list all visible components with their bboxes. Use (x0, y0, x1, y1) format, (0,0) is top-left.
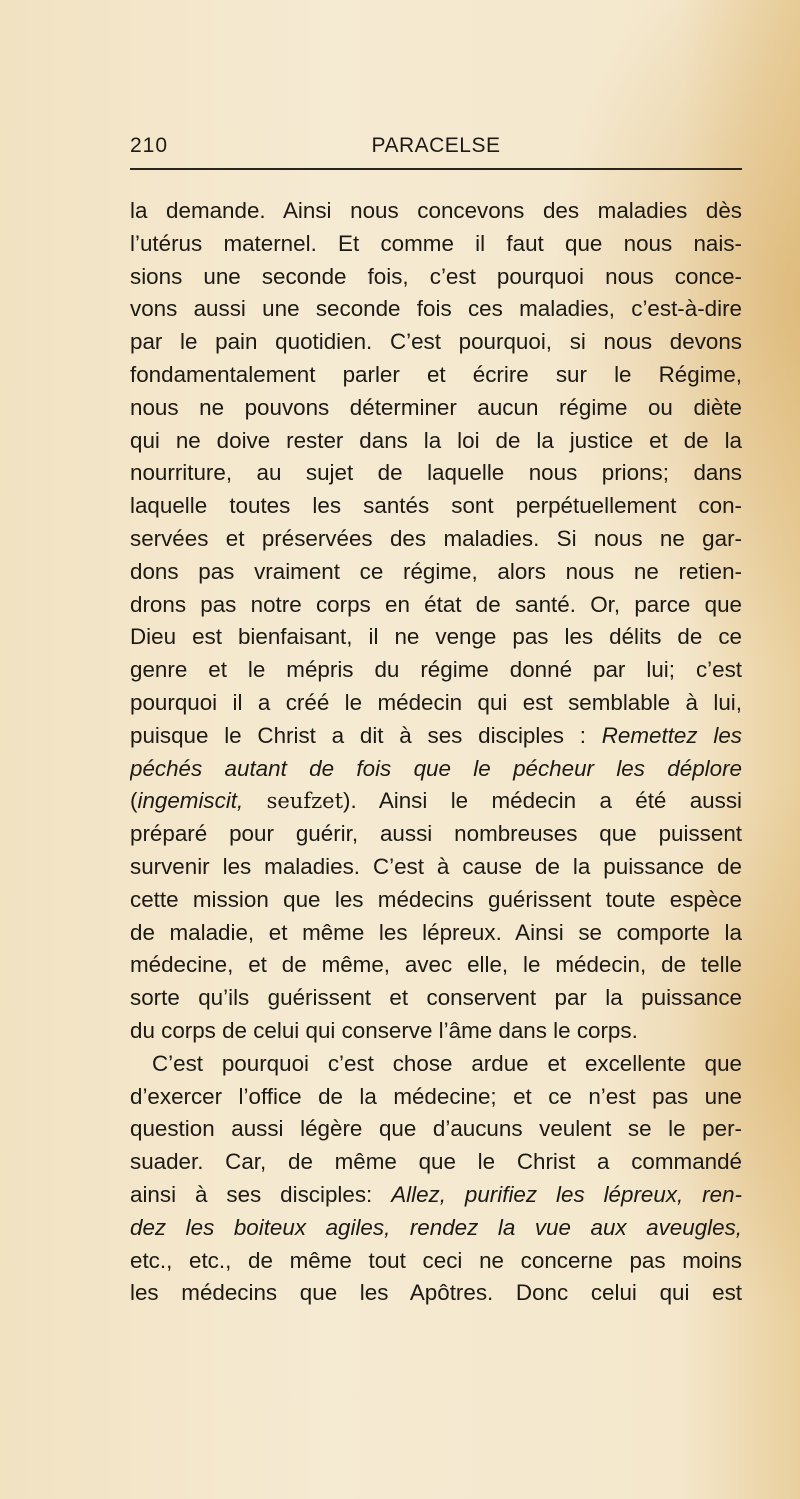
italic-quote: Remettez les (601, 722, 742, 748)
text-fragment: ( (130, 788, 138, 814)
paragraph-start-line: C’est pourquoi c’est chose ardue et excellente que (152, 1050, 742, 1076)
text-line: l’utérus maternel. Et comme il faut que nous nais- (130, 230, 742, 256)
text-line: par le pain quotidien. C’est pourquoi, si nous devons (130, 329, 742, 355)
text-line: sions une seconde fois, c’est pourquoi nous conce- (130, 263, 742, 289)
text-line: médecine, et de même, avec elle, le médecin, de telle (130, 952, 742, 978)
text-line: sorte qu’ils guérissent et conservent par la puissance (130, 985, 742, 1011)
text-fragment: ). Ainsi le médecin a été aussi (343, 788, 742, 814)
text-line: la demande. Ainsi nous concevons des maladies dès (130, 198, 742, 223)
german-term: seufzet (266, 789, 344, 814)
text-line: etc., etc., de même tout ceci ne concerne pas moins (130, 1247, 742, 1273)
text-line (130, 785, 742, 818)
text-line: qui ne doive rester dans la loi de la justice et de la (130, 427, 742, 453)
italic-quote-line: dez les boiteux agiles, rendez la vue aux aveugles, (130, 1214, 742, 1240)
text-line: laquelle toutes les santés sont perpétuellement con- (130, 493, 742, 519)
latin-term: ingemiscit, (137, 788, 244, 814)
text-line: drons pas notre corps en état de santé. Or, parce que (130, 591, 742, 617)
text-fragment: ainsi à ses disciples: (130, 1181, 392, 1207)
text-line: pourquoi il a créé le médecin qui est semblable à lui, (130, 689, 742, 715)
text-line: nourriture, au sujet de laquelle nous prions; dans (130, 460, 742, 486)
text-line: suader. Car, de même que le Christ a commandé (130, 1149, 742, 1175)
italic-quote-line: péchés autant de fois que le pécheur les déplore (130, 755, 742, 781)
text-fragment: puisque le Christ a dit à ses disciples : (130, 722, 602, 748)
text-line: cette mission que les médecins guérissent toute espèce (130, 886, 742, 912)
text-line: les médecins que les Apôtres. Donc celui qui est (130, 1280, 742, 1306)
text-line: genre et le mépris du régime donné par lui; c’est (130, 657, 742, 683)
header-rule (130, 168, 742, 170)
text-line: fondamentalement parler et écrire sur le Régime, (130, 361, 742, 387)
text-line: dons pas vraiment ce régime, alors nous ne retien- (130, 558, 742, 584)
paragraph-end-line: du corps de celui qui conserve l’âme dans le corps. (130, 1017, 638, 1043)
page-number: 210 (130, 134, 169, 157)
italic-quote: Allez, purifiez les lépreux, ren- (391, 1181, 742, 1207)
text-line: survenir les maladies. C’est à cause de la puissance de (130, 853, 742, 879)
body-text (130, 195, 742, 1310)
text-line: servées et préservées des maladies. Si nous ne gar- (130, 525, 742, 551)
text-line (130, 720, 742, 753)
text-line: Dieu est bienfaisant, il ne venge pas les délits de ce (130, 624, 742, 650)
page-header (130, 134, 742, 164)
running-head: PARACELSE (371, 134, 501, 157)
text-line: question aussi légère que d’aucuns veulent se le per- (130, 1116, 742, 1142)
text-line: vons aussi une seconde fois ces maladies, c’est-à-dire (130, 296, 742, 322)
text-line: nous ne pouvons déterminer aucun régime ou diète (130, 394, 742, 420)
text-line: d’exercer l’office de la médecine; et ce n’est pas une (130, 1083, 742, 1109)
text-line: de maladie, et même les lépreux. Ainsi se comporte la (130, 919, 742, 945)
text-line (130, 1179, 742, 1212)
text-line: préparé pour guérir, aussi nombreuses que puissent (130, 821, 742, 847)
